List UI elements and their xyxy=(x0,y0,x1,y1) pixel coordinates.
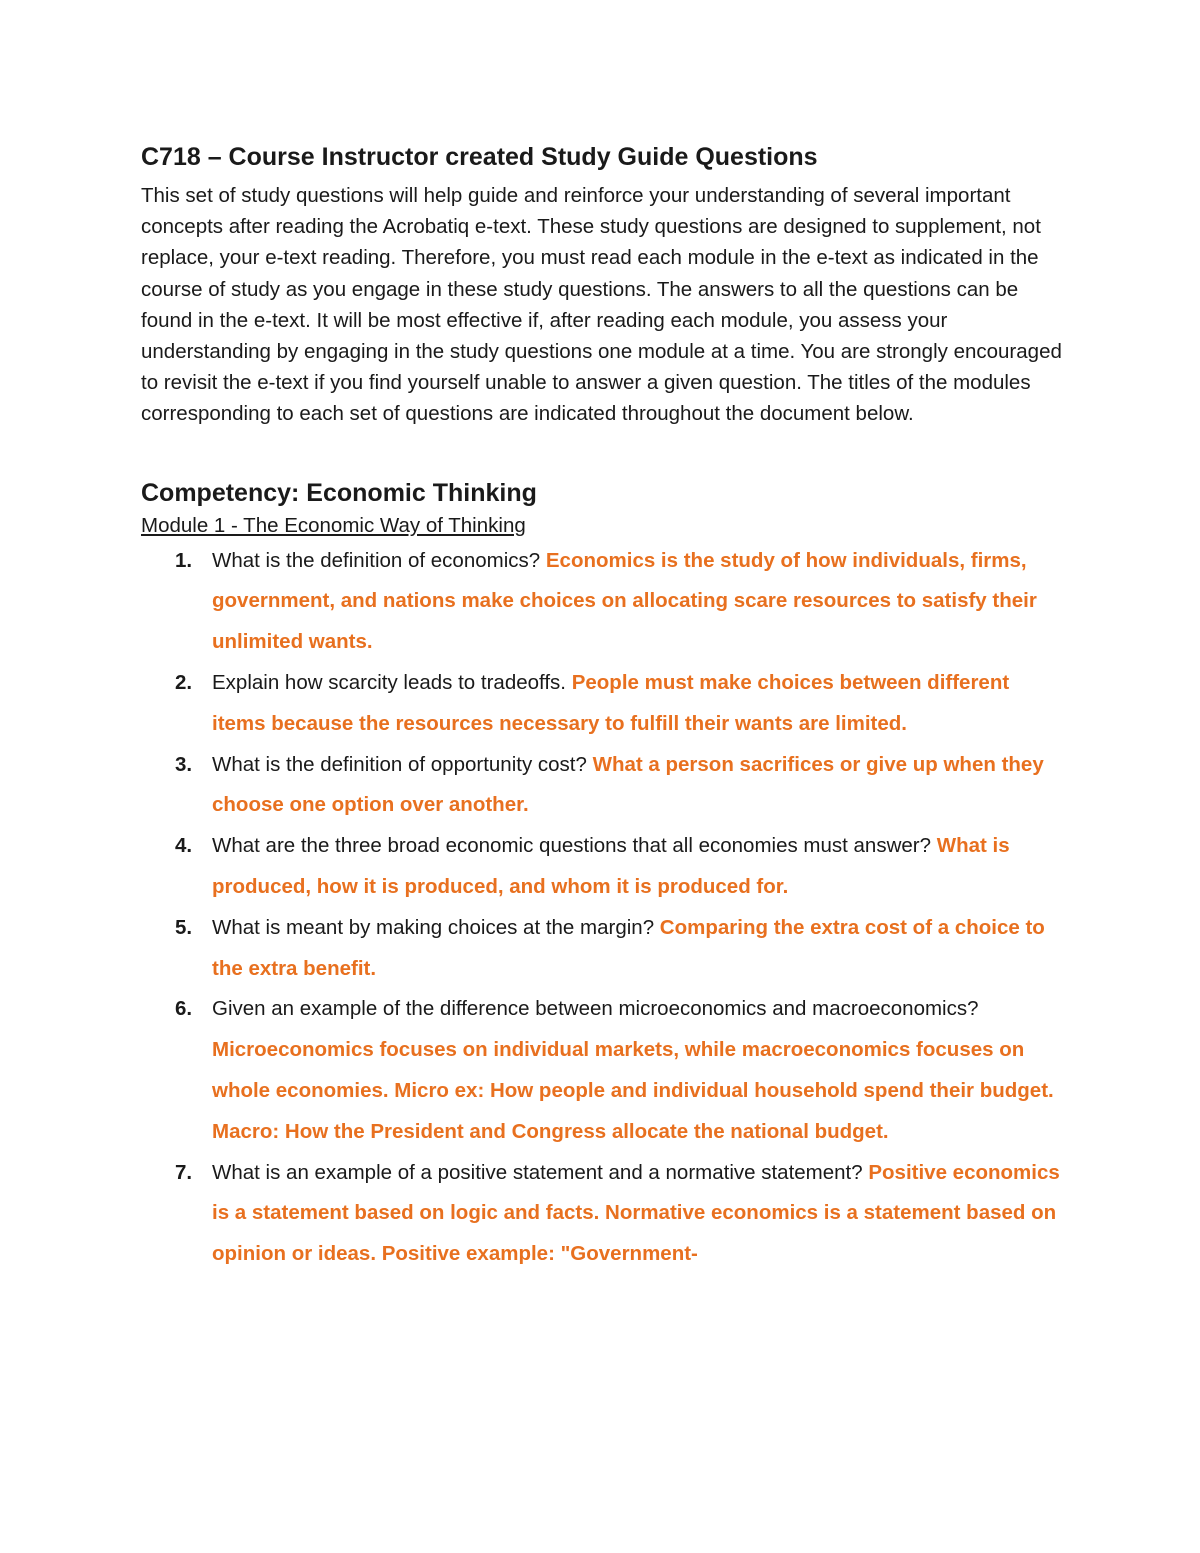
question-item xyxy=(141,908,1066,990)
answer-text: Comparing the extra cost of a choice to the extra benefit. xyxy=(212,915,1045,980)
question-text: Given an example of the difference between microeconomics and macroeconomics? xyxy=(212,997,979,1021)
intro-paragraph: This set of study questions will help guide and reinforce your understanding of several important concepts after reading the Acrobatiq e-text. These study questions are designed to supplement, not replace, your e-text reading. Therefore, you must read each module in the e-text as indicated in the course of study as you engage in these study questions. The answers to all the questions can be found in the e-text. It will be most effective if, after reading each module, you assess your understanding by engaging in the study questions one module at a time. You are strongly encouraged to revisit the e-text if you find yourself unable to answer a given question. The titles of the modules corresponding to each set of questions are indicated throughout the document below. xyxy=(141,184,1062,426)
answer-text: Positive economics is a statement based on logic and facts. Normative economics is a statement based on opinion or ideas. Positive example: "Government- xyxy=(212,1160,1060,1266)
question-item xyxy=(141,826,1066,908)
competency-heading: Competency: Economic Thinking xyxy=(141,478,537,507)
answer-text: Microeconomics focuses on individual markets, while macroeconomics focuses on whole economies. Micro ex: How people and individual household spend their budget. Macro: How the President and Congress allocate the national budget. xyxy=(212,1038,1054,1143)
question-item xyxy=(141,541,1066,663)
question-text: What is an example of a positive statement and a normative statement? xyxy=(212,1160,863,1184)
question-list xyxy=(141,541,1066,1275)
question-number: 1. xyxy=(175,548,193,572)
answer-text: What a person sacrifices or give up when they choose one option over another. xyxy=(212,752,1044,817)
question-number: 2. xyxy=(175,671,193,695)
question-text: What are the three broad economic questions that all economies must answer? xyxy=(212,834,932,858)
question-item xyxy=(141,989,1066,1152)
question-text: What is meant by making choices at the margin? xyxy=(212,915,655,939)
question-text: What is the definition of opportunity cost? xyxy=(212,752,587,776)
document-title: C718 – Course Instructor created Study Guide Questions xyxy=(141,143,818,171)
question-number: 3. xyxy=(175,752,193,776)
question-item xyxy=(141,663,1066,745)
question-text: Explain how scarcity leads to tradeoffs. xyxy=(212,671,566,695)
answer-text: What is produced, how it is produced, and whom it is produced for. xyxy=(212,834,1010,898)
question-number: 7. xyxy=(175,1160,193,1184)
answer-text: Economics is the study of how individuals, firms, government, and nations make choices on allocating scare resources to satisfy their unlimited wants. xyxy=(212,548,1037,654)
question-item xyxy=(141,745,1066,827)
question-number: 5. xyxy=(175,915,193,939)
answer-text: People must make choices between different items because the resources necessary to fulfill their wants are limited. xyxy=(212,671,1010,735)
question-number: 6. xyxy=(175,997,193,1021)
question-item xyxy=(141,1153,1066,1275)
document-page xyxy=(141,140,1066,1275)
question-number: 4. xyxy=(175,834,193,858)
question-text: What is the definition of economics? xyxy=(212,548,541,572)
module-heading: Module 1 - The Economic Way of Thinking xyxy=(141,513,526,537)
